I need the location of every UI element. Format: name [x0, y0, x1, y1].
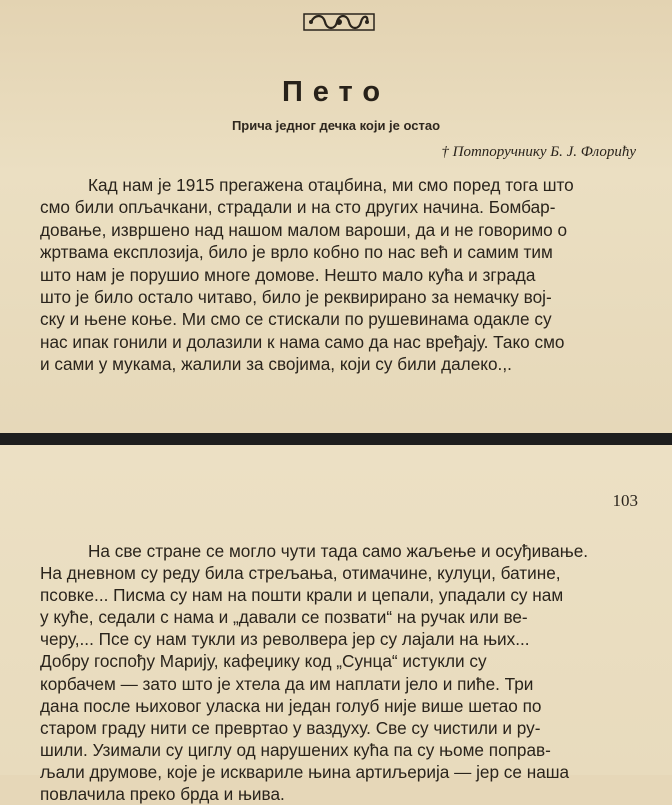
text-line: љали друмове, које је исквариле њина артиљерија — јер се наша: [40, 761, 570, 782]
text-line: што је било остало читаво, било је реквирирано за немачку вој-: [40, 287, 552, 308]
text-line: псовке... Писма су нам на пошти крали и цепали, упадали су нам: [40, 585, 564, 606]
text-line: корбачем — зато што је хтела да им наплати јело и пиће. Три: [40, 673, 534, 694]
dedication: † Потпоручнику Б. Ј. Флорићу: [441, 144, 636, 160]
text-line: у куће, седали с нама и „давали се позвати“ на ручак или ве-: [40, 607, 528, 628]
text-line: На дневном су реду била стрељања, отимачине, кулуци, батине,: [40, 563, 561, 584]
text-line: жртвама експлозија, било је врло кобно по нас већ и самим тим: [40, 242, 553, 263]
text-line: шили. Узимали су циглу од нарушених кућа па су њоме поправ-: [40, 739, 551, 760]
text-line: довање, извршено над нашом малом вароши, да и не говоримо о: [40, 219, 568, 240]
text-line: дана после њиховог уласка ни један голуб није више шетао по: [40, 695, 542, 716]
body-paragraph: [40, 540, 640, 805]
text-line: смо били опљачкани, страдали и на сто других начина. Бомбар-: [40, 197, 556, 218]
text-line: старом граду нити се превртао у ваздуху. Све су чистили и ру-: [40, 717, 541, 738]
decorative-scroll-ornament-icon: [303, 8, 375, 36]
chapter-title: Пето: [281, 76, 391, 108]
text-line: черу,... Псе су нам тукли из револвера јер су лајали на њих...: [40, 629, 530, 650]
text-line: и сами у мукама, жалили за својима, који су били далеко.,.: [40, 354, 512, 375]
text-line: нас ипак гонили и долазили к нама само да нас вређају. Тако смо: [40, 331, 565, 352]
text-line: Кад нам је 1915 прегажена отаџбина, ми смо поред тога што: [88, 175, 574, 195]
opening-paragraph: [40, 174, 640, 376]
text-line: ску и њене коње. Ми смо се стискали по рушевинама одакле су: [40, 309, 552, 330]
text-line: На све стране се могло чути тада само жаљење и осуђивање.: [88, 541, 589, 561]
text-line: повлачила преко брда и њива.: [40, 784, 285, 805]
chapter-subtitle: Прича једног дечка који је остао: [231, 118, 441, 133]
text-line: Добру госпођу Марију, кафеџику код „Сунца“ истукли су: [40, 651, 487, 672]
page-number: 103: [612, 491, 638, 510]
page-gap-divider: [0, 433, 672, 445]
text-line: што нам је порушио многе домове. Нешто мало кућа и зграда: [40, 264, 536, 285]
lower-page: [0, 445, 672, 805]
